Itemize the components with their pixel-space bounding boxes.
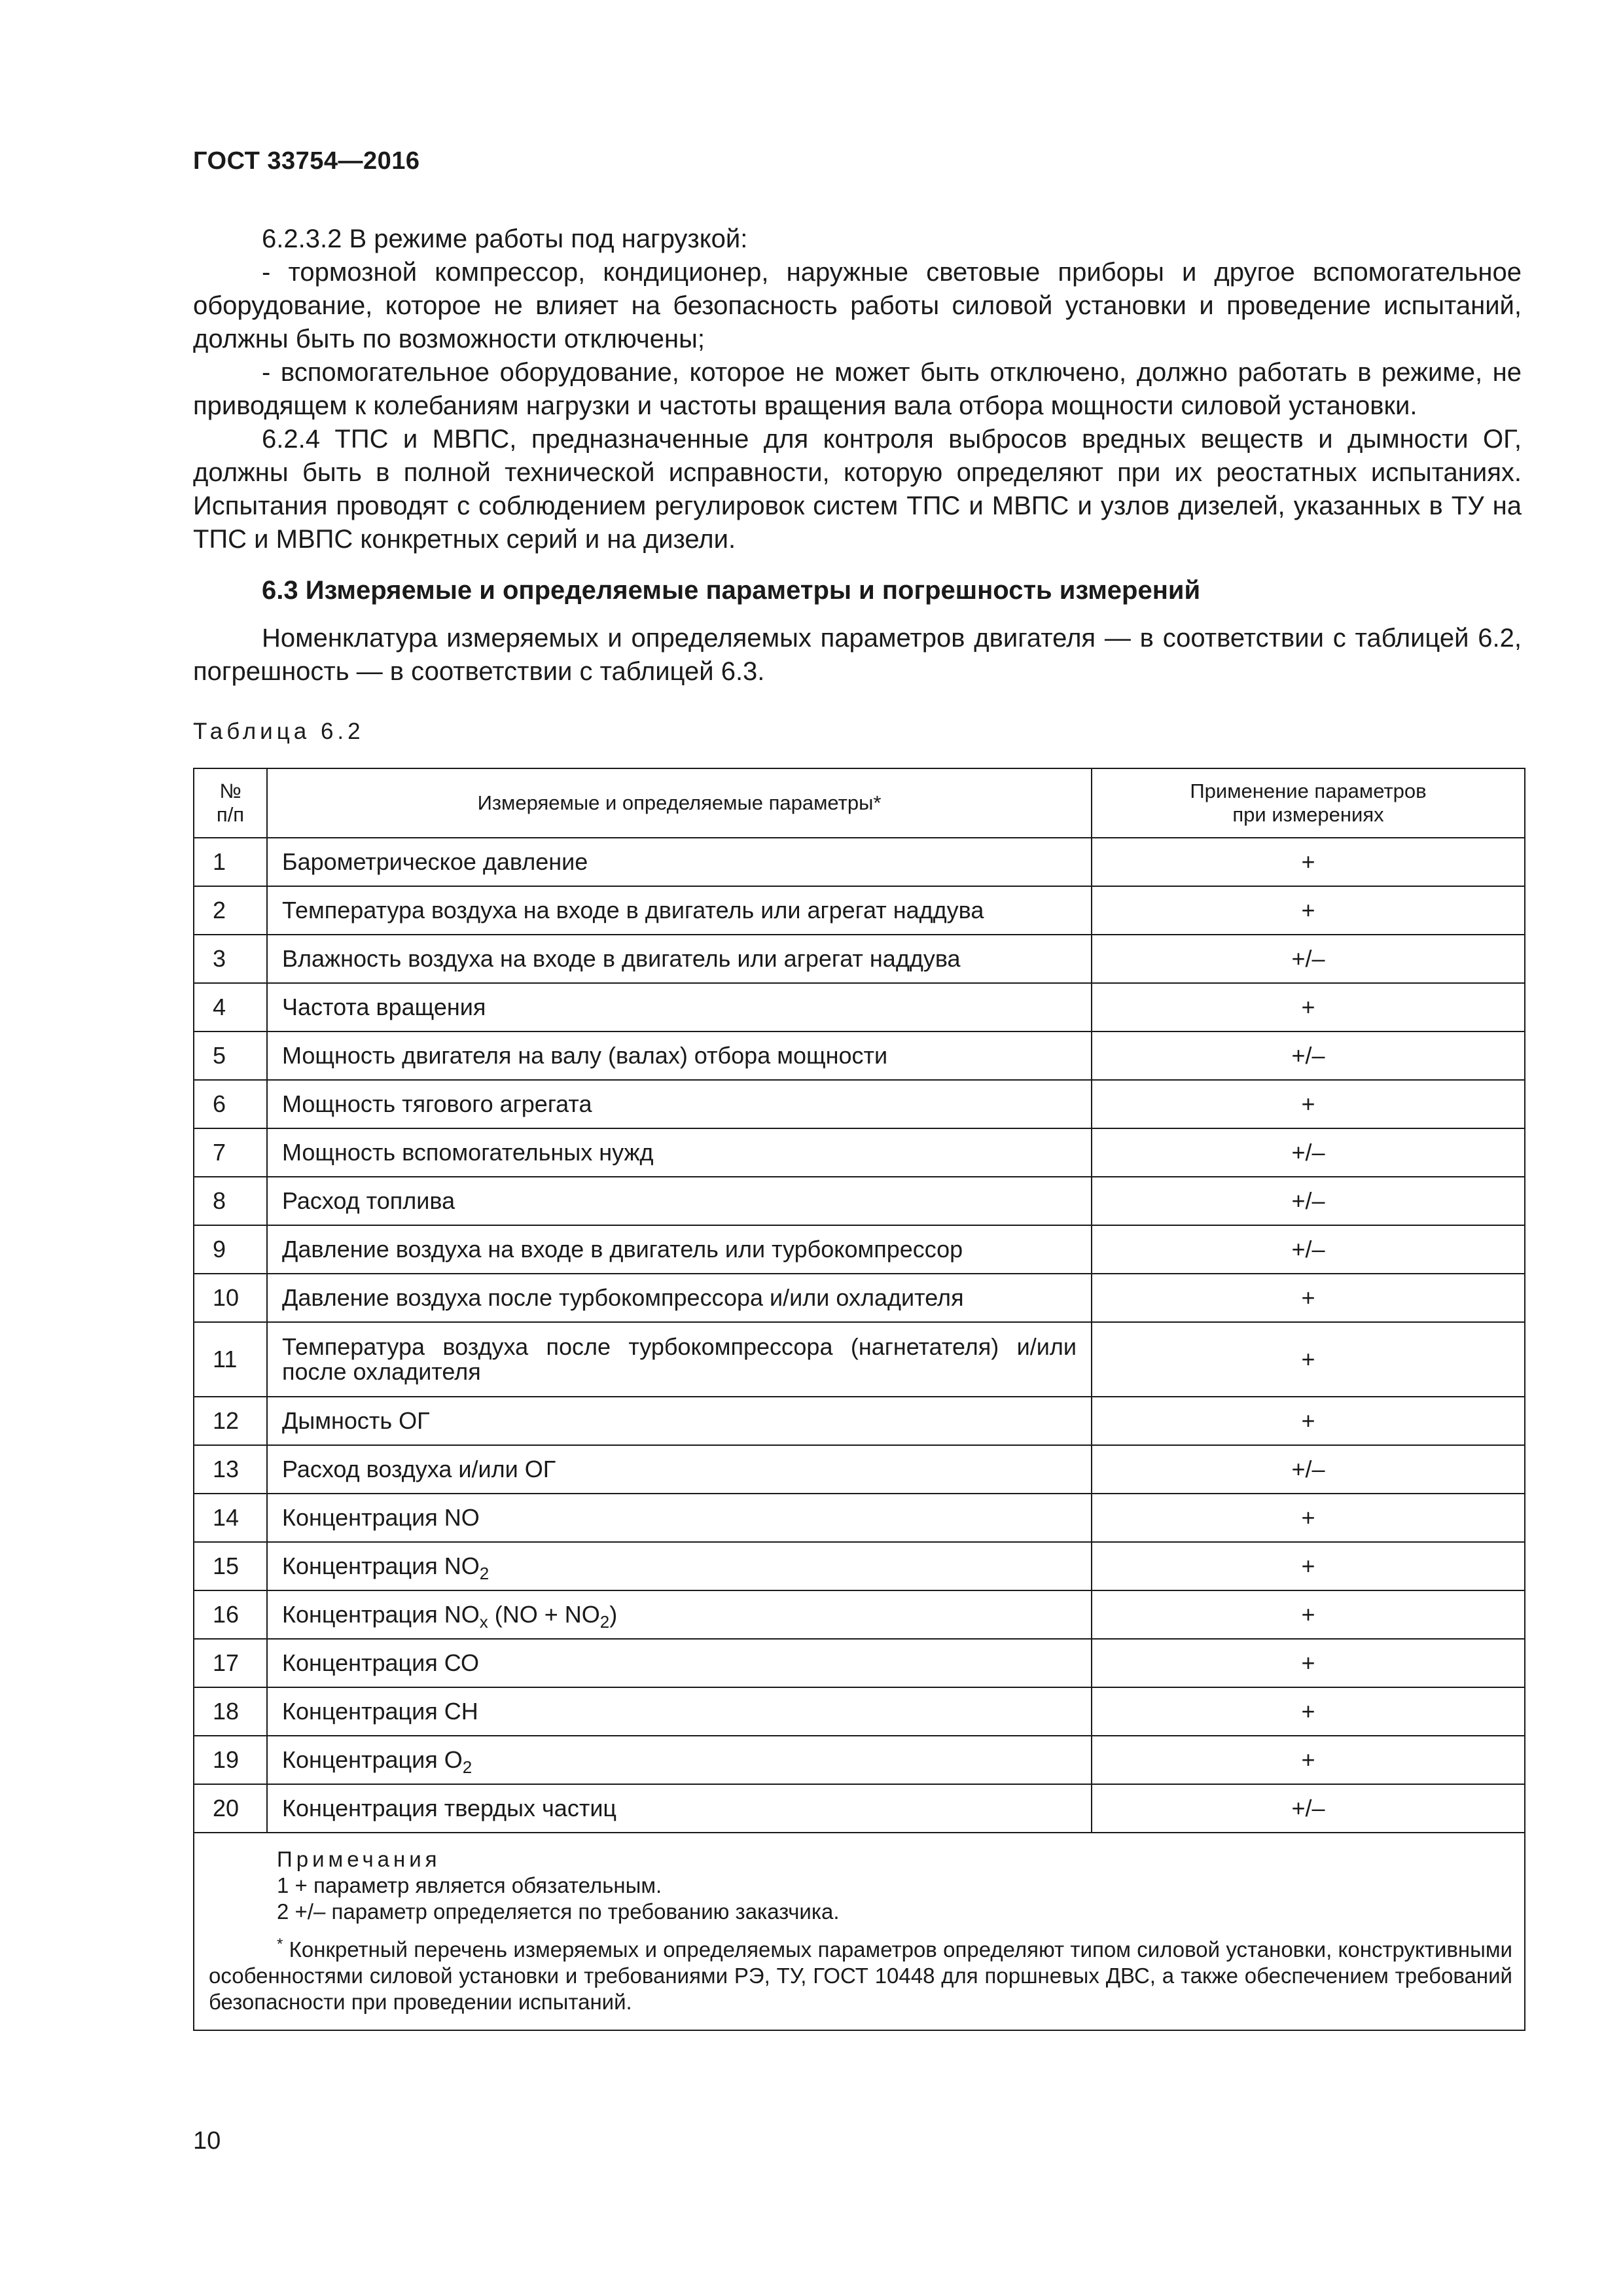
table-row (194, 1736, 1525, 1784)
row-number: 9 (194, 1225, 267, 1274)
row-number: 7 (194, 1128, 267, 1177)
param-subscript: 2 (479, 1564, 490, 1583)
column-header-application-line2: при измерениях (1232, 803, 1384, 826)
row-number: 8 (194, 1177, 267, 1225)
param-subscript-2: 2 (599, 1612, 610, 1632)
row-application: + (1092, 983, 1525, 1031)
row-parameter: Давление воздуха после турбокомпрессора и/или охладителя (267, 1274, 1092, 1322)
row-parameter: Дымность ОГ (267, 1397, 1092, 1445)
table-row (194, 935, 1525, 983)
table-row (194, 1639, 1525, 1687)
param-subscript: 2 (462, 1757, 473, 1777)
row-application: +/– (1092, 1225, 1525, 1274)
row-number: 12 (194, 1397, 267, 1445)
row-application: + (1092, 1687, 1525, 1736)
row-number: 2 (194, 886, 267, 935)
table-row (194, 1542, 1525, 1590)
row-number: 18 (194, 1687, 267, 1736)
row-number: 13 (194, 1445, 267, 1494)
column-header-num-line2: п/п (216, 803, 245, 826)
note-item: 1 + параметр является обязательным. (277, 1873, 662, 1897)
row-number: 6 (194, 1080, 267, 1128)
param-subscript: x (479, 1612, 488, 1632)
body-text-section (193, 622, 1522, 689)
row-application: + (1092, 1080, 1525, 1128)
row-parameter (267, 1542, 1092, 1590)
paragraph: - вспомогательное оборудование, которое не может быть отключено, должно работать в режиме, не приводящем к колебаниям нагрузки и частоты вращения вала отбора мощности силовой установки. (193, 358, 1522, 420)
row-number: 3 (194, 935, 267, 983)
paragraph: Номенклатура измеряемых и определяемых параметров двигателя — в соответствии с таблицей 6.2, погрешность — в соответствии с таблицей 6.3. (193, 624, 1522, 686)
table-row (194, 1590, 1525, 1639)
row-parameter: Мощность тягового агрегата (267, 1080, 1092, 1128)
row-number: 5 (194, 1031, 267, 1080)
row-application: +/– (1092, 1031, 1525, 1080)
row-application: + (1092, 1322, 1525, 1397)
table-row (194, 983, 1525, 1031)
table-row (194, 1274, 1525, 1322)
row-application: + (1092, 1397, 1525, 1445)
column-header-num-line1: № (219, 780, 241, 802)
row-parameter (267, 1736, 1092, 1784)
parameters-table (193, 768, 1525, 2031)
notes-title: Примечания (277, 1847, 441, 1871)
row-number: 4 (194, 983, 267, 1031)
param-text: Концентрация NO (282, 1601, 480, 1628)
section-heading: 6.3 Измеряемые и определяемые параметры и погрешность измерений (262, 576, 1201, 605)
table-row (194, 886, 1525, 935)
table-row (194, 1080, 1525, 1128)
row-application: +/– (1092, 1128, 1525, 1177)
row-number: 1 (194, 838, 267, 886)
row-application: + (1092, 1590, 1525, 1639)
row-parameter: Концентрация СО (267, 1639, 1092, 1687)
row-parameter: Барометрическое давление (267, 838, 1092, 886)
footnote-mark: * (277, 1935, 283, 1953)
row-application: + (1092, 838, 1525, 886)
param-text-mid: (NO + NO (488, 1601, 600, 1628)
row-number: 19 (194, 1736, 267, 1784)
row-application: + (1092, 1736, 1525, 1784)
row-application: + (1092, 1274, 1525, 1322)
row-application: +/– (1092, 935, 1525, 983)
table-row (194, 1031, 1525, 1080)
table-header-row (194, 768, 1525, 838)
row-application: + (1092, 886, 1525, 935)
table-row (194, 1225, 1525, 1274)
row-parameter: Мощность вспомогательных нужд (267, 1128, 1092, 1177)
row-parameter: Влажность воздуха на входе в двигатель или агрегат наддува (267, 935, 1092, 983)
row-parameter: Концентрация твердых частиц (267, 1784, 1092, 1833)
row-parameter: Мощность двигателя на валу (валах) отбора мощности (267, 1031, 1092, 1080)
row-application: + (1092, 1639, 1525, 1687)
row-number: 20 (194, 1784, 267, 1833)
table-row (194, 1322, 1525, 1397)
column-header-param: Измеряемые и определяемые параметры* (267, 768, 1092, 838)
body-text-top (193, 223, 1522, 556)
paragraph: - тормозной компрессор, кондиционер, наружные световые приборы и другое вспомогательное оборудование, которое не влияет на безопасность работы силовой установки и проведение испытаний, должны быть по возможности отключены; (193, 258, 1522, 353)
table-notes (194, 1833, 1525, 2030)
table-row (194, 838, 1525, 886)
table-caption: Таблица 6.2 (193, 719, 365, 744)
row-number: 11 (194, 1322, 267, 1397)
column-header-application (1092, 768, 1525, 838)
row-parameter: Расход топлива (267, 1177, 1092, 1225)
row-application: +/– (1092, 1177, 1525, 1225)
row-number: 16 (194, 1590, 267, 1639)
table-row (194, 1784, 1525, 1833)
table-notes-row (194, 1833, 1525, 2030)
param-text-post: ) (609, 1601, 618, 1628)
row-parameter: Расход воздуха и/или ОГ (267, 1445, 1092, 1494)
row-number: 14 (194, 1494, 267, 1542)
row-parameter: Давление воздуха на входе в двигатель или турбокомпрессор (267, 1225, 1092, 1274)
table-row (194, 1128, 1525, 1177)
row-parameter: Концентрация NO (267, 1494, 1092, 1542)
footnote-text: Конкретный перечень измеряемых и определяемых параметров определяют типом силовой установки, конструктивными особенностями силовой установки и требованиями РЭ, ТУ, ГОСТ 10448 для поршневых ДВС, а также обеспечением требований безопасности при проведении испытаний. (209, 1937, 1512, 2014)
table-row (194, 1687, 1525, 1736)
row-parameter: Температура воздуха после турбокомпрессора (нагнетателя) и/или после охладителя (267, 1322, 1092, 1397)
row-number: 17 (194, 1639, 267, 1687)
row-parameter: Концентрация СН (267, 1687, 1092, 1736)
footnote (209, 1931, 1512, 2015)
row-parameter (267, 1590, 1092, 1639)
row-number: 15 (194, 1542, 267, 1590)
document-header: ГОСТ 33754—2016 (193, 147, 420, 175)
row-application: + (1092, 1542, 1525, 1590)
row-application: +/– (1092, 1784, 1525, 1833)
paragraph: 6.2.4 ТПС и МВПС, предназначенные для контроля выбросов вредных веществ и дымности ОГ, должны быть в полной технической исправности, которую определяют при их реостатных испытаниях. Испытания проводят с соблюдением регулировок систем ТПС и МВПС и узлов дизелей, указанных в ТУ на ТПС и МВПС конкретных серий и на дизели. (193, 425, 1522, 554)
paragraph: 6.2.3.2 В режиме работы под нагрузкой: (262, 224, 748, 253)
row-application: +/– (1092, 1445, 1525, 1494)
column-header-application-line1: Применение параметров (1190, 780, 1427, 802)
param-text: Концентрация О (282, 1746, 463, 1773)
row-parameter: Частота вращения (267, 983, 1092, 1031)
row-application: + (1092, 1494, 1525, 1542)
param-text: Концентрация NO (282, 1552, 480, 1579)
table-row (194, 1397, 1525, 1445)
page-number: 10 (193, 2127, 221, 2155)
table-row (194, 1177, 1525, 1225)
note-item: 2 +/– параметр определяется по требованию заказчика. (277, 1899, 840, 1924)
row-parameter: Температура воздуха на входе в двигатель или агрегат наддува (267, 886, 1092, 935)
column-header-num (194, 768, 267, 838)
table-row (194, 1494, 1525, 1542)
table-row (194, 1445, 1525, 1494)
row-number: 10 (194, 1274, 267, 1322)
